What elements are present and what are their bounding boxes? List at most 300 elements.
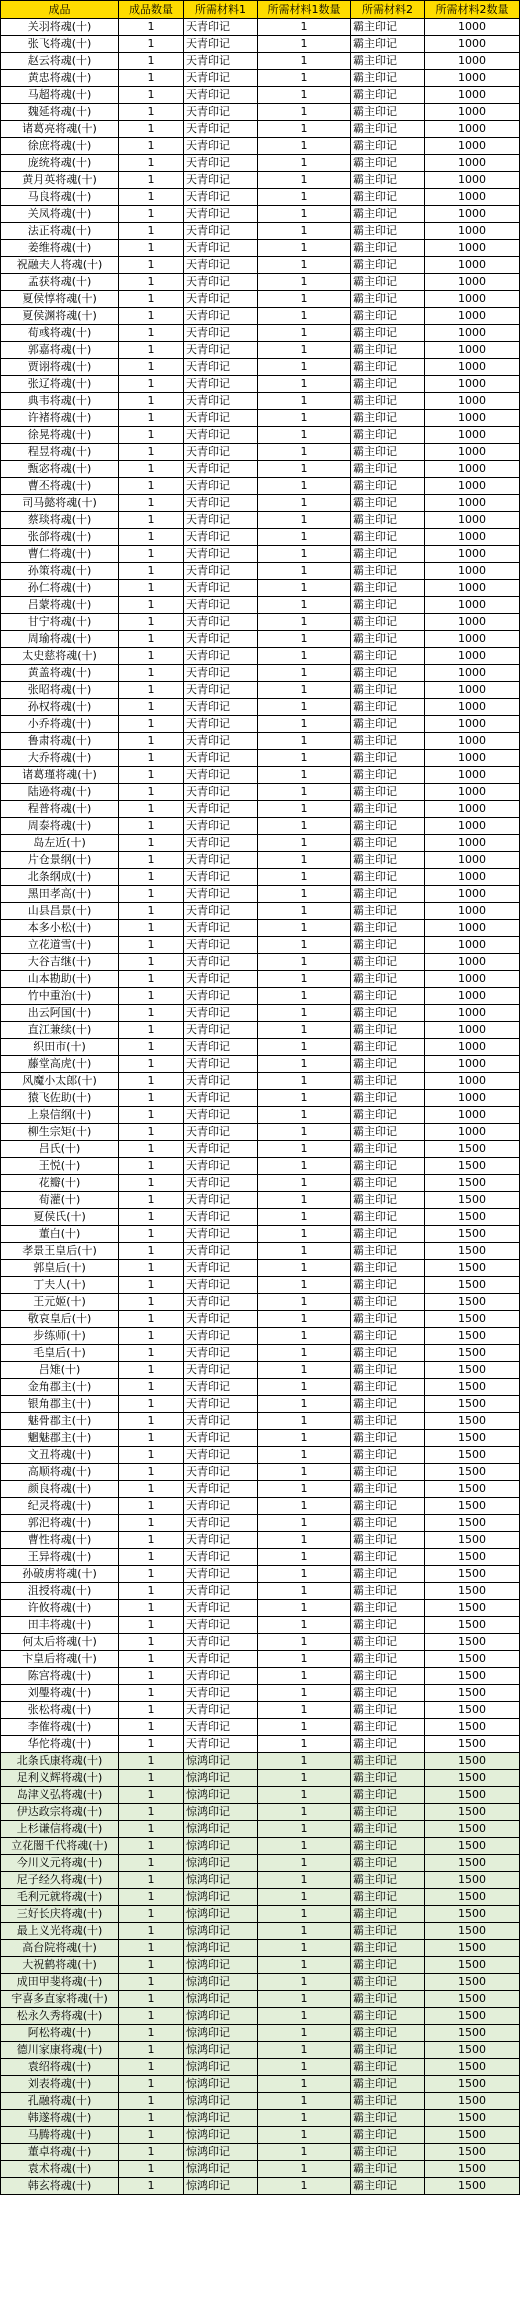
product-cell: 董卓将魂(十) (1, 2144, 119, 2161)
material2-cell: 霸主印记 (351, 1668, 425, 1685)
header-material1: 所需材料1 (184, 1, 258, 19)
product-cell: 孙破虏将魂(十) (1, 1566, 119, 1583)
product-qty-cell: 1 (119, 325, 184, 342)
product-cell: 司马懿将魂(十) (1, 495, 119, 512)
material1-cell: 天青印记 (184, 1073, 258, 1090)
product-qty-cell: 1 (119, 1906, 184, 1923)
material1-cell: 天青印记 (184, 478, 258, 495)
material2-qty-cell: 1000 (425, 767, 520, 784)
material1-qty-cell: 1 (258, 1039, 351, 1056)
table-row (1, 1668, 520, 1685)
product-cell: 庞统将魂(十) (1, 155, 119, 172)
material1-qty-cell: 1 (258, 750, 351, 767)
material2-cell: 霸主印记 (351, 87, 425, 104)
product-qty-cell: 1 (119, 1277, 184, 1294)
product-cell: 刘表将魂(十) (1, 2076, 119, 2093)
material1-qty-cell: 1 (258, 478, 351, 495)
product-cell: 山县昌景(十) (1, 903, 119, 920)
table-row (1, 1498, 520, 1515)
material2-qty-cell: 1000 (425, 750, 520, 767)
table-row (1, 716, 520, 733)
material2-qty-cell: 1000 (425, 138, 520, 155)
product-cell: 卞皇后将魂(十) (1, 1651, 119, 1668)
product-cell: 孙权将魂(十) (1, 699, 119, 716)
product-cell: 张辽将魂(十) (1, 376, 119, 393)
material1-qty-cell: 1 (258, 1294, 351, 1311)
material1-qty-cell: 1 (258, 1940, 351, 1957)
material2-cell: 霸主印记 (351, 682, 425, 699)
material1-cell: 惊鸿印记 (184, 2127, 258, 2144)
product-cell: 董白(十) (1, 1226, 119, 1243)
material2-qty-cell: 1500 (425, 1906, 520, 1923)
material1-cell: 天青印记 (184, 563, 258, 580)
material1-cell: 天青印记 (184, 852, 258, 869)
material1-qty-cell: 1 (258, 1226, 351, 1243)
product-cell: 织田市(十) (1, 1039, 119, 1056)
product-cell: 文丑将魂(十) (1, 1447, 119, 1464)
material2-qty-cell: 1000 (425, 155, 520, 172)
product-qty-cell: 1 (119, 308, 184, 325)
table-row (1, 1515, 520, 1532)
product-qty-cell: 1 (119, 121, 184, 138)
material2-cell: 霸主印记 (351, 971, 425, 988)
product-cell: 大谷吉继(十) (1, 954, 119, 971)
product-qty-cell: 1 (119, 1651, 184, 1668)
material2-cell: 霸主印记 (351, 1413, 425, 1430)
material2-cell: 霸主印记 (351, 733, 425, 750)
product-cell: 成田甲斐将魂(十) (1, 1974, 119, 1991)
product-cell: 祝融夫人将魂(十) (1, 257, 119, 274)
table-row (1, 1294, 520, 1311)
material2-cell: 霸主印记 (351, 2144, 425, 2161)
material2-cell: 霸主印记 (351, 478, 425, 495)
product-qty-cell: 1 (119, 750, 184, 767)
product-qty-cell: 1 (119, 1243, 184, 1260)
material1-cell: 天青印记 (184, 189, 258, 206)
material2-qty-cell: 1000 (425, 903, 520, 920)
material1-qty-cell: 1 (258, 1209, 351, 1226)
material1-qty-cell: 1 (258, 869, 351, 886)
material1-cell: 天青印记 (184, 206, 258, 223)
table-row (1, 665, 520, 682)
table-row (1, 1566, 520, 1583)
material2-qty-cell: 1500 (425, 2144, 520, 2161)
material1-cell: 天青印记 (184, 257, 258, 274)
material1-qty-cell: 1 (258, 852, 351, 869)
header-row (1, 1, 520, 19)
material1-cell: 天青印记 (184, 53, 258, 70)
table-row (1, 1464, 520, 1481)
table-row (1, 512, 520, 529)
material1-cell: 天青印记 (184, 971, 258, 988)
table-row (1, 1753, 520, 1770)
material2-qty-cell: 1500 (425, 2127, 520, 2144)
material2-cell: 霸主印记 (351, 1209, 425, 1226)
material2-cell: 霸主印记 (351, 2042, 425, 2059)
material1-cell: 天青印记 (184, 1396, 258, 1413)
product-qty-cell: 1 (119, 1124, 184, 1141)
material2-cell: 霸主印记 (351, 1022, 425, 1039)
material1-cell: 天青印记 (184, 529, 258, 546)
material1-cell: 天青印记 (184, 172, 258, 189)
material2-qty-cell: 1500 (425, 1209, 520, 1226)
table-row (1, 2127, 520, 2144)
material1-qty-cell: 1 (258, 393, 351, 410)
material2-cell: 霸主印记 (351, 1821, 425, 1838)
material1-qty-cell: 1 (258, 104, 351, 121)
material1-cell: 天青印记 (184, 920, 258, 937)
product-cell: 孔融将魂(十) (1, 2093, 119, 2110)
product-qty-cell: 1 (119, 1481, 184, 1498)
product-cell: 甄宓将魂(十) (1, 461, 119, 478)
material1-qty-cell: 1 (258, 1073, 351, 1090)
material1-cell: 天青印记 (184, 1566, 258, 1583)
material2-cell: 霸主印记 (351, 410, 425, 427)
product-cell: 片仓景纲(十) (1, 852, 119, 869)
product-cell: 郭嘉将魂(十) (1, 342, 119, 359)
material2-cell: 霸主印记 (351, 19, 425, 36)
product-cell: 魅骨郡主(十) (1, 1413, 119, 1430)
table-row (1, 2093, 520, 2110)
product-cell: 吕雉(十) (1, 1362, 119, 1379)
product-cell: 风魔小太郎(十) (1, 1073, 119, 1090)
material1-cell: 天青印记 (184, 1719, 258, 1736)
material2-qty-cell: 1500 (425, 1651, 520, 1668)
material2-cell: 霸主印记 (351, 1906, 425, 1923)
material2-qty-cell: 1000 (425, 631, 520, 648)
material2-cell: 霸主印记 (351, 1940, 425, 1957)
material1-cell: 天青印记 (184, 1464, 258, 1481)
material2-cell: 霸主印记 (351, 1379, 425, 1396)
material2-qty-cell: 1000 (425, 563, 520, 580)
table-row (1, 1532, 520, 1549)
material1-qty-cell: 1 (258, 2144, 351, 2161)
material2-qty-cell: 1500 (425, 1855, 520, 1872)
material2-cell: 霸主印记 (351, 852, 425, 869)
material2-qty-cell: 1000 (425, 801, 520, 818)
material2-cell: 霸主印记 (351, 886, 425, 903)
product-cell: 姜维将魂(十) (1, 240, 119, 257)
product-qty-cell: 1 (119, 1328, 184, 1345)
product-cell: 李傕将魂(十) (1, 1719, 119, 1736)
material1-qty-cell: 1 (258, 1855, 351, 1872)
material1-qty-cell: 1 (258, 937, 351, 954)
table-row (1, 1328, 520, 1345)
product-qty-cell: 1 (119, 1498, 184, 1515)
material1-qty-cell: 1 (258, 1532, 351, 1549)
material2-qty-cell: 1500 (425, 1804, 520, 1821)
material2-cell: 霸主印记 (351, 1056, 425, 1073)
material1-cell: 惊鸿印记 (184, 2076, 258, 2093)
material1-cell: 天青印记 (184, 1447, 258, 1464)
product-cell: 徐晃将魂(十) (1, 427, 119, 444)
product-qty-cell: 1 (119, 1855, 184, 1872)
material1-qty-cell: 1 (258, 308, 351, 325)
material2-cell: 霸主印记 (351, 784, 425, 801)
material1-qty-cell: 1 (258, 631, 351, 648)
material2-cell: 霸主印记 (351, 1107, 425, 1124)
material1-qty-cell: 1 (258, 1821, 351, 1838)
table-body (1, 19, 520, 2195)
material2-qty-cell: 1500 (425, 1991, 520, 2008)
product-qty-cell: 1 (119, 189, 184, 206)
material2-qty-cell: 1000 (425, 971, 520, 988)
material1-qty-cell: 1 (258, 342, 351, 359)
material2-qty-cell: 1000 (425, 648, 520, 665)
material1-cell: 天青印记 (184, 1328, 258, 1345)
material2-qty-cell: 1500 (425, 1311, 520, 1328)
product-qty-cell: 1 (119, 512, 184, 529)
material1-cell: 天青印记 (184, 716, 258, 733)
material2-cell: 霸主印记 (351, 1651, 425, 1668)
material1-qty-cell: 1 (258, 223, 351, 240)
material2-qty-cell: 1000 (425, 852, 520, 869)
table-row (1, 325, 520, 342)
table-row (1, 1600, 520, 1617)
product-qty-cell: 1 (119, 2110, 184, 2127)
product-cell: 三好长庆将魂(十) (1, 1906, 119, 1923)
material2-cell: 霸主印记 (351, 1243, 425, 1260)
material2-cell: 霸主印记 (351, 2025, 425, 2042)
product-qty-cell: 1 (119, 359, 184, 376)
product-qty-cell: 1 (119, 1090, 184, 1107)
material2-cell: 霸主印记 (351, 665, 425, 682)
material2-cell: 霸主印记 (351, 172, 425, 189)
material2-qty-cell: 1500 (425, 1787, 520, 1804)
material1-cell: 惊鸿印记 (184, 1804, 258, 1821)
material1-cell: 天青印记 (184, 1430, 258, 1447)
material2-qty-cell: 1000 (425, 699, 520, 716)
product-cell: 岛左近(十) (1, 835, 119, 852)
material2-qty-cell: 1000 (425, 121, 520, 138)
material1-qty-cell: 1 (258, 325, 351, 342)
material2-qty-cell: 1500 (425, 1192, 520, 1209)
material1-qty-cell: 1 (258, 1243, 351, 1260)
material2-cell: 霸主印记 (351, 2076, 425, 2093)
product-cell: 张飞将魂(十) (1, 36, 119, 53)
material1-qty-cell: 1 (258, 1379, 351, 1396)
table-row (1, 818, 520, 835)
material1-cell: 天青印记 (184, 1107, 258, 1124)
material1-qty-cell: 1 (258, 138, 351, 155)
product-qty-cell: 1 (119, 1022, 184, 1039)
material2-qty-cell: 1500 (425, 1481, 520, 1498)
material2-cell: 霸主印记 (351, 988, 425, 1005)
table-row (1, 1719, 520, 1736)
material2-cell: 霸主印记 (351, 257, 425, 274)
product-qty-cell: 1 (119, 1345, 184, 1362)
material1-qty-cell: 1 (258, 1957, 351, 1974)
table-row (1, 1804, 520, 1821)
material2-cell: 霸主印记 (351, 1141, 425, 1158)
material2-cell: 霸主印记 (351, 869, 425, 886)
product-cell: 徐庶将魂(十) (1, 138, 119, 155)
table-row (1, 1549, 520, 1566)
product-qty-cell: 1 (119, 1430, 184, 1447)
product-cell: 直江兼续(十) (1, 1022, 119, 1039)
material2-cell: 霸主印记 (351, 1362, 425, 1379)
material1-cell: 天青印记 (184, 121, 258, 138)
material2-qty-cell: 1500 (425, 1736, 520, 1753)
material2-cell: 霸主印记 (351, 1889, 425, 1906)
material1-qty-cell: 1 (258, 1923, 351, 1940)
product-qty-cell: 1 (119, 2178, 184, 2195)
product-qty-cell: 1 (119, 580, 184, 597)
material2-cell: 霸主印记 (351, 1311, 425, 1328)
table-row (1, 1481, 520, 1498)
product-cell: 马超将魂(十) (1, 87, 119, 104)
table-row (1, 920, 520, 937)
table-row (1, 903, 520, 920)
product-qty-cell: 1 (119, 1549, 184, 1566)
material2-cell: 霸主印记 (351, 1770, 425, 1787)
material2-cell: 霸主印记 (351, 1192, 425, 1209)
table-row (1, 1311, 520, 1328)
material2-cell: 霸主印记 (351, 529, 425, 546)
material1-qty-cell: 1 (258, 410, 351, 427)
header-product-qty: 成品数量 (119, 1, 184, 19)
material1-cell: 天青印记 (184, 325, 258, 342)
table-row (1, 1073, 520, 1090)
product-cell: 张郃将魂(十) (1, 529, 119, 546)
material2-cell: 霸主印记 (351, 1957, 425, 1974)
material1-qty-cell: 1 (258, 206, 351, 223)
table-row (1, 206, 520, 223)
material2-qty-cell: 1000 (425, 1039, 520, 1056)
table-row (1, 1736, 520, 1753)
table-row (1, 410, 520, 427)
table-row (1, 2178, 520, 2195)
product-qty-cell: 1 (119, 954, 184, 971)
material1-qty-cell: 1 (258, 172, 351, 189)
material2-cell: 霸主印记 (351, 1617, 425, 1634)
product-cell: 花瓣(十) (1, 1175, 119, 1192)
material2-cell: 霸主印记 (351, 580, 425, 597)
material2-qty-cell: 1500 (425, 1957, 520, 1974)
material1-qty-cell: 1 (258, 1447, 351, 1464)
product-cell: 金角郡主(十) (1, 1379, 119, 1396)
material1-qty-cell: 1 (258, 1770, 351, 1787)
material2-cell: 霸主印记 (351, 1702, 425, 1719)
table-row (1, 155, 520, 172)
material1-qty-cell: 1 (258, 1175, 351, 1192)
material1-cell: 天青印记 (184, 240, 258, 257)
material2-cell: 霸主印记 (351, 512, 425, 529)
table-row (1, 1770, 520, 1787)
material1-cell: 天青印记 (184, 682, 258, 699)
product-cell: 刘璺将魂(十) (1, 1685, 119, 1702)
material1-qty-cell: 1 (258, 1974, 351, 1991)
product-qty-cell: 1 (119, 1736, 184, 1753)
material2-cell: 霸主印记 (351, 1753, 425, 1770)
material2-cell: 霸主印记 (351, 1974, 425, 1991)
material1-cell: 天青印记 (184, 988, 258, 1005)
product-cell: 宇喜多直家将魂(十) (1, 1991, 119, 2008)
table-row (1, 1413, 520, 1430)
table-row (1, 1957, 520, 1974)
material1-qty-cell: 1 (258, 1566, 351, 1583)
table-row (1, 2059, 520, 2076)
material1-cell: 天青印记 (184, 1481, 258, 1498)
material2-qty-cell: 1000 (425, 206, 520, 223)
product-cell: 太史慈将魂(十) (1, 648, 119, 665)
material2-qty-cell: 1000 (425, 478, 520, 495)
material2-cell: 霸主印记 (351, 1634, 425, 1651)
material2-qty-cell: 1000 (425, 274, 520, 291)
table-row (1, 1362, 520, 1379)
table-row (1, 1243, 520, 1260)
table-row (1, 1090, 520, 1107)
product-cell: 陈宫将魂(十) (1, 1668, 119, 1685)
product-qty-cell: 1 (119, 1464, 184, 1481)
product-cell: 孝景王皇后(十) (1, 1243, 119, 1260)
product-qty-cell: 1 (119, 393, 184, 410)
material1-qty-cell: 1 (258, 1787, 351, 1804)
material1-cell: 天青印记 (184, 1668, 258, 1685)
material1-cell: 天青印记 (184, 359, 258, 376)
material1-qty-cell: 1 (258, 1872, 351, 1889)
material2-cell: 霸主印记 (351, 1804, 425, 1821)
material2-cell: 霸主印记 (351, 2161, 425, 2178)
product-qty-cell: 1 (119, 2059, 184, 2076)
material1-cell: 天青印记 (184, 1702, 258, 1719)
table-row (1, 597, 520, 614)
material2-qty-cell: 1500 (425, 1362, 520, 1379)
table-row (1, 801, 520, 818)
material1-qty-cell: 1 (258, 1413, 351, 1430)
material2-cell: 霸主印记 (351, 1124, 425, 1141)
material2-qty-cell: 1500 (425, 1549, 520, 1566)
material2-qty-cell: 1000 (425, 784, 520, 801)
material2-qty-cell: 1500 (425, 2178, 520, 2195)
table-row (1, 1906, 520, 1923)
table-row (1, 478, 520, 495)
product-cell: 山本勘助(十) (1, 971, 119, 988)
material1-qty-cell: 1 (258, 1617, 351, 1634)
product-cell: 赵云将魂(十) (1, 53, 119, 70)
material1-qty-cell: 1 (258, 2025, 351, 2042)
material2-cell: 霸主印记 (351, 563, 425, 580)
header-product: 成品 (1, 1, 119, 19)
material1-cell: 天青印记 (184, 1090, 258, 1107)
material2-cell: 霸主印记 (351, 1481, 425, 1498)
table-row (1, 172, 520, 189)
table-row (1, 2144, 520, 2161)
material1-cell: 天青印记 (184, 427, 258, 444)
material2-qty-cell: 1000 (425, 920, 520, 937)
material2-qty-cell: 1500 (425, 1821, 520, 1838)
material2-cell: 霸主印记 (351, 206, 425, 223)
material2-cell: 霸主印记 (351, 240, 425, 257)
product-cell: 孟获将魂(十) (1, 274, 119, 291)
material1-qty-cell: 1 (258, 1260, 351, 1277)
material1-cell: 天青印记 (184, 1498, 258, 1515)
material1-qty-cell: 1 (258, 1430, 351, 1447)
product-cell: 竹中重治(十) (1, 988, 119, 1005)
material2-qty-cell: 1500 (425, 1345, 520, 1362)
product-qty-cell: 1 (119, 1209, 184, 1226)
table-row (1, 580, 520, 597)
product-qty-cell: 1 (119, 597, 184, 614)
material1-qty-cell: 1 (258, 512, 351, 529)
material2-cell: 霸主印记 (351, 1787, 425, 1804)
material2-cell: 霸主印记 (351, 1430, 425, 1447)
product-qty-cell: 1 (119, 1566, 184, 1583)
material1-qty-cell: 1 (258, 19, 351, 36)
material1-cell: 天青印记 (184, 495, 258, 512)
product-qty-cell: 1 (119, 563, 184, 580)
material1-qty-cell: 1 (258, 1277, 351, 1294)
